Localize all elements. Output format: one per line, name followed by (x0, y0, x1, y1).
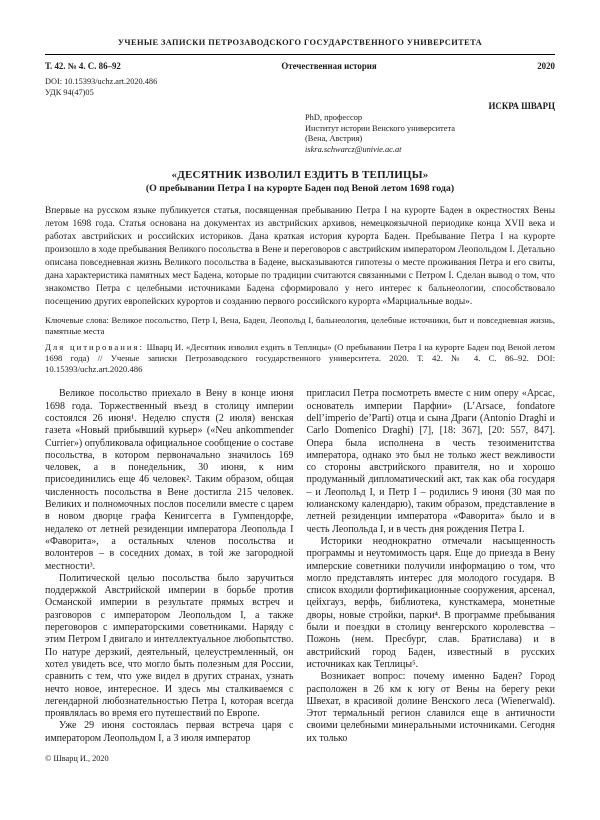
doi: DOI: 10.15393/uchz.art.2020.486 (45, 77, 158, 86)
author-affiliation-block (305, 113, 555, 155)
left-column (45, 388, 294, 745)
paragraph: Великое посольство приехало в Вену в конце июня 1698 года. Торжественный въезд в столицу империи состоялся 26 июня¹. Неделю спустя (2 июля) венская газета «Новый прибывший курьер» («Neu ankommender Currier») опубликовала официальное сообщение о составе посольства, в котором первоначально значилось 169 человек, а в понедельник, 30 июня, к ним присоединились еще 46 человек². Таким образом, общая численность посольства в Вене достигла 215 человек. Великих и полномочных послов поселили вместе с царем в новом дворце графа Кенигсегга в Гумпендорфе, недалеко от летней резиденции императора Леопольда I «Фаворита», а остальных членов посольства и волонтеров – в соседних домах, в той же загородной местности³. (45, 388, 294, 572)
publication-year: 2020 (537, 61, 555, 71)
journal-header-block (45, 38, 555, 97)
body-columns (45, 388, 555, 745)
journal-title: УЧЕНЫЕ ЗАПИСКИ ПЕТРОЗАВОДСКОГО ГОСУДАРСТВЕННОГО УНИВЕРСИТЕТА (117, 38, 483, 47)
article-subtitle: (О пребывании Петра I на курорте Баден под Веной летом 1698 года) (145, 183, 455, 195)
author-degree: PhD, профессор (305, 113, 363, 122)
citation-text: Шварц И. «Десятник изволил ездить в Теплицы» (О пребывании Петра I на курорте Баден под Веной летом 1698 года) // Ученые записки Петрозаводского государственного университета. 2020. Т. 42. № 4. С. 86–92. DOI: 10.15393/uchz.art.2020.486 (45, 342, 555, 375)
paragraph: Уже 29 июня состоялась первая встреча царя с императором Леопольдом I, а 3 июля император (45, 720, 294, 744)
author-email: iskra.schwarcz@univie.ac.at (305, 144, 402, 154)
author-block (45, 101, 555, 155)
journal-meta-row (45, 61, 555, 71)
citation-label: Для цитирования: (45, 342, 144, 353)
paragraph: Политической целью посольства было заручиться поддержкой Австрийской империи в борьбе против Османской империи в результате прямых встреч и разговоров с императором Леопольдом I, а также переговоров с императорскими советниками. Наряду с этим Петром I двигало и интеллектуальное любопытство. По натуре дерзкий, деятельный, целеустремленный, он хотел увидеть все, что могло быть полезным для России, сравнить с тем, что уже видел в других странах, узнать нечто новое, интересное. И здесь мы сталкиваемся с легендарной любознательностью Петра I, которая всегда проявлялась во время его путешествий по Европе. (45, 572, 294, 720)
right-column (307, 388, 556, 745)
author-institute: Институт истории Венского университета (305, 123, 455, 133)
udk: УДК 94(47)05 (45, 88, 94, 97)
copyright: © Шварц И., 2020 (45, 753, 109, 763)
author-name: ИСКРА ШВАРЦ (488, 101, 555, 111)
author-location: (Вена, Австрия) (305, 134, 363, 144)
article-title: «ДЕСЯТНИК ИЗВОЛИЛ ЕЗДИТЬ В ТЕПЛИЦЫ» (171, 169, 429, 182)
volume-pages: Т. 42. № 4. С. 86–92 (45, 61, 121, 71)
paragraph: пригласил Петра посмотреть вместе с ним оперу «Арсас, основатель империи Парфии» (L’Arsace, fondatore dell’imperio de’Parti) отца и сына Драги (Antonio Draghi и Carlo Domenico Draghi) [7], [18: 367], [20: 557, 847]. Опера была исполнена в честь тезоименитства императора, однако это был не только жест вежливости со стороны австрийского правителя, но и хорошо продуманный дипломатический акт, так как оба государя – и Леопольд I, и Петр I – родились 9 июня (30 мая по юлианскому календарю), таким образом, представление в летней резиденции императора «Фаворита» было и в честь Леопольда I, и в честь дня рождения Петра I. (306, 388, 555, 535)
paragraph: Возникает вопрос: почему именно Баден? Город расположен в 26 км к югу от Вены на берегу реки Швехат, в красивой долине Венского леса (Wienerwald). Этот термальный регион славился еще в античности своими целебными минеральными источниками. Сегодня их только (306, 671, 555, 744)
journal-section: Отечественная история (281, 61, 377, 71)
paragraph: Историки неоднократно отмечали насыщенность программы и неутомимость царя. Еще до приезда в Вену имперские советники получили информацию о том, что могло представлять интерес для молодого государя. В список входили фортификационные сооружения, арсенал, цейхгауз, верфь, библиотека, кунсткамера, монетные дворы, новые стройки, парки⁴. В программе пребывания были и поездки в столицу венгерского королевства – Пожонь (нем. Пресбург, слав. Братислава) и в австрийский город Баден, известный в русских источниках как Теплицы⁵. (306, 535, 555, 670)
abstract: Впервые на русском языке публикуется статья, посвященная пребыванию Петра I на курорте Баден в окрестностях Вены летом 1698 года. Статья основана на документах из австрийских архивов, немецкоязычной периодике конца XVII века и работах австрийских и российских историков. Дана краткая история курорта Баден. Пребывание Петра I на курорте произошло в ходе пребывания Великого посольства в Вене и переговоров с австрийским императором Леопольдом I. Детально описана повседневная жизнь Великого посольства в Бадене, высказываются гипотезы о месте проживания Петра и его свиты, дана характеристика памятных мест Бадена, которые по традиции считаются связанными с Петром I. Сделан вывод о том, что знакомство Петра с целебными источниками Бадена сформировало у него интерес к бальнеологии, способствовало посещению других европейских курортов и созданию первого российского курорта «Марциальные воды». (45, 206, 555, 308)
header-rule (45, 54, 555, 55)
keywords: Ключевые слова: Великое посольство, Петр I, Вена, Баден, Леопольд I, бальнеология, целебные источники, быт и повседневная жизнь, памятные места (45, 315, 555, 337)
citation (45, 342, 555, 375)
